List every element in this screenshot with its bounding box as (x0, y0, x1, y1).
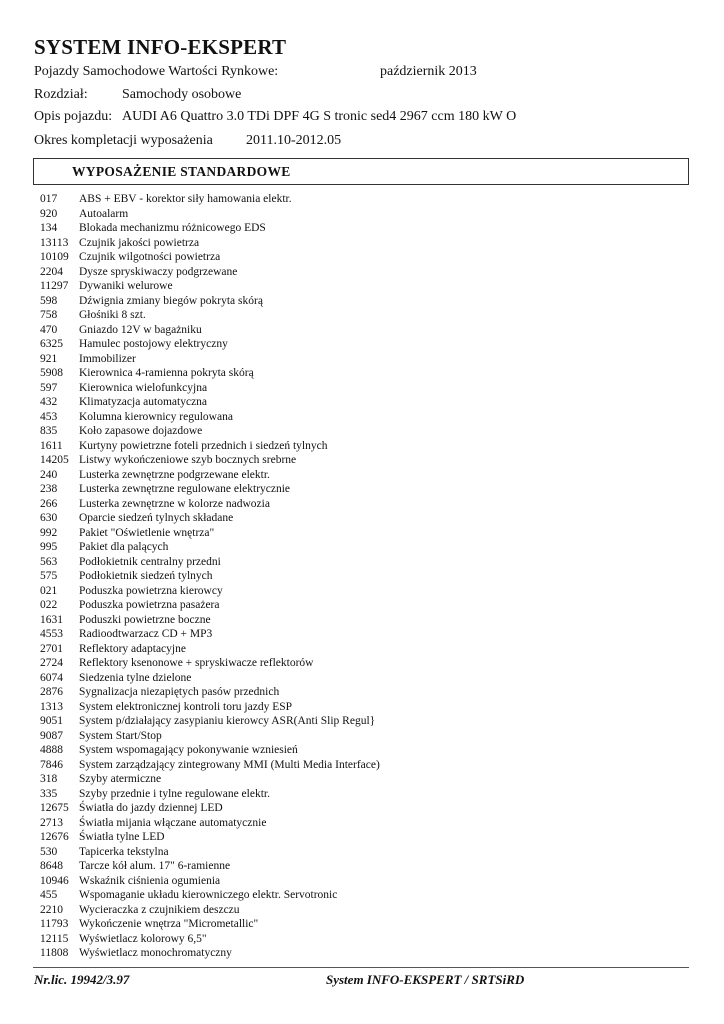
item-code: 2724 (40, 657, 63, 669)
item-description: Oparcie siedzeń tylnych składane (79, 512, 234, 524)
period-row (34, 133, 342, 149)
item-description: Światła tylne LED (79, 831, 165, 843)
list-item (40, 366, 680, 381)
item-code: 758 (40, 309, 58, 321)
list-item (40, 772, 680, 787)
list-item (40, 410, 680, 425)
item-code: 835 (40, 425, 58, 437)
period-label: Okres kompletacji wyposażenia (34, 133, 213, 148)
item-code: 12115 (40, 932, 69, 945)
item-description: System wspomagający pokonywanie wzniesień (79, 744, 298, 756)
item-description: Szyby przednie i tylne regulowane elektr. (79, 787, 270, 800)
item-code: 10946 (40, 874, 69, 887)
item-code: 9051 (40, 715, 63, 727)
item-description: Listwy wykończeniowe szyb bocznych srebrne (79, 454, 297, 466)
market-values-row (34, 64, 477, 80)
list-item (40, 845, 680, 860)
list-item (40, 453, 680, 468)
list-item (40, 308, 680, 323)
market-values-label: Pojazdy Samochodowe Wartości Rynkowe: (34, 64, 279, 79)
list-item (40, 917, 680, 932)
item-description: Kierownica wielofunkcyjna (79, 381, 208, 394)
item-description: Wykończenie wnętrza "Micrometallic" (79, 918, 259, 930)
section-label: Rozdział: (34, 87, 88, 102)
item-description: Kurtyny powietrzne foteli przednich i siedzeń tylnych (79, 439, 328, 452)
item-code: 470 (40, 323, 58, 336)
list-item (40, 265, 680, 280)
item-code: 598 (40, 294, 58, 307)
item-code: 12676 (40, 831, 69, 843)
list-item (40, 236, 680, 251)
item-code: 530 (40, 845, 58, 858)
item-code: 8648 (40, 860, 63, 872)
list-item (40, 468, 680, 483)
item-description: Czujnik jakości powietrza (79, 236, 200, 249)
item-code: 017 (40, 193, 58, 205)
list-item (40, 482, 680, 497)
item-code: 10109 (40, 251, 69, 263)
item-description: Wyświetlacz kolorowy 6,5" (79, 932, 207, 945)
market-date: październik 2013 (380, 64, 477, 79)
list-item (40, 874, 680, 889)
list-item (40, 642, 680, 657)
list-item (40, 221, 680, 236)
item-code: 13113 (40, 236, 69, 249)
item-description: Wyświetlacz monochromatyczny (79, 947, 232, 959)
item-code: 1611 (40, 439, 63, 452)
list-item (40, 352, 680, 367)
item-description: Autoalarm (79, 207, 129, 220)
item-code: 12675 (40, 802, 69, 814)
item-description: Tarcze kół alum. 17" 6-ramienne (79, 860, 231, 872)
list-item (40, 932, 680, 947)
item-code: 7846 (40, 758, 63, 771)
list-item (40, 743, 680, 758)
item-code: 455 (40, 889, 58, 901)
list-item (40, 381, 680, 396)
list-item (40, 613, 680, 628)
item-code: 1631 (40, 613, 63, 626)
list-item (40, 250, 680, 265)
item-code: 266 (40, 497, 58, 510)
item-code: 4888 (40, 744, 63, 756)
footer-divider (33, 967, 689, 968)
item-description: Kierownica 4-ramienna pokryta skórą (79, 367, 254, 379)
list-item (40, 816, 680, 831)
item-description: Tapicerka tekstylna (79, 845, 169, 858)
list-item (40, 207, 680, 222)
item-code: 630 (40, 512, 58, 524)
item-description: ABS + EBV - korektor siły hamowania elektr. (79, 193, 292, 205)
list-item (40, 700, 680, 715)
item-code: 6074 (40, 671, 63, 684)
item-code: 6325 (40, 338, 63, 350)
list-item (40, 337, 680, 352)
item-description: Reflektory ksenonowe + spryskiwacze reflektorów (79, 657, 314, 669)
list-item (40, 192, 680, 207)
item-description: System p/działający zasypianiu kierowcy ASR(Anti Slip Regul} (79, 715, 376, 727)
item-description: Reflektory adaptacyjne (79, 642, 186, 655)
list-item (40, 758, 680, 773)
item-description: Wskaźnik ciśnienia ogumienia (79, 874, 221, 887)
list-item (40, 511, 680, 526)
item-description: Wycieraczka z czujnikiem deszczu (79, 903, 240, 916)
item-code: 2713 (40, 816, 63, 829)
list-item (40, 555, 680, 570)
item-code: 335 (40, 787, 58, 800)
item-code: 432 (40, 396, 58, 408)
item-description: Koło zapasowe dojazdowe (79, 425, 203, 437)
list-item (40, 540, 680, 555)
item-code: 11793 (40, 918, 69, 930)
item-description: Światła mijania włączane automatycznie (79, 816, 267, 829)
item-description: Siedzenia tylne dzielone (79, 671, 192, 684)
item-description: Szyby atermiczne (79, 773, 162, 785)
list-item (40, 584, 680, 599)
item-description: System elektronicznej kontroli toru jazdy ESP (79, 700, 293, 713)
item-description: Hamulec postojowy elektryczny (79, 338, 228, 350)
vehicle-description: AUDI A6 Quattro 3.0 TDi DPF 4G S tronic sed4 2967 ccm 180 kW O (122, 109, 517, 124)
item-description: Światła do jazdy dziennej LED (79, 802, 223, 814)
vehicle-row (34, 109, 517, 125)
item-description: Podłokietnik siedzeń tylnych (79, 570, 213, 582)
item-description: Radioodtwarzacz CD + MP3 (79, 628, 213, 640)
section-value: Samochody osobowe (122, 87, 242, 102)
equipment-list (40, 192, 680, 961)
item-code: 4553 (40, 628, 63, 640)
document-title: SYSTEM INFO-EKSPERT (34, 35, 287, 59)
item-description: Czujnik wilgotności powietrza (79, 251, 221, 263)
item-description: Kolumna kierownicy regulowana (79, 410, 233, 423)
item-code: 920 (40, 207, 58, 220)
item-code: 453 (40, 410, 58, 423)
item-code: 238 (40, 483, 58, 495)
list-item (40, 888, 680, 903)
item-code: 597 (40, 381, 58, 394)
list-item (40, 787, 680, 802)
item-code: 11297 (40, 280, 69, 292)
item-description: Wspomaganie układu kierowniczego elektr. Servotronic (79, 889, 338, 901)
item-code: 9087 (40, 729, 63, 742)
list-item (40, 714, 680, 729)
list-item (40, 903, 680, 918)
list-item (40, 395, 680, 410)
list-item (40, 294, 680, 309)
standard-equipment-header (33, 158, 689, 185)
item-description: Poduszka powietrzna pasażera (79, 599, 220, 611)
item-code: 134 (40, 222, 58, 234)
item-code: 240 (40, 468, 58, 481)
item-code: 2701 (40, 642, 63, 655)
item-description: Sygnalizacja niezapiętych pasów przednich (79, 686, 280, 698)
item-code: 921 (40, 352, 58, 365)
item-code: 575 (40, 570, 58, 582)
section-heading: WYPOSAŻENIE STANDARDOWE (72, 164, 291, 179)
item-code: 995 (40, 541, 58, 553)
item-description: Poduszki powietrzne boczne (79, 613, 211, 626)
period-value: 2011.10-2012.05 (246, 133, 342, 148)
section-row (34, 87, 242, 103)
list-item (40, 671, 680, 686)
item-code: 2204 (40, 265, 63, 278)
list-item (40, 830, 680, 845)
item-code: 992 (40, 526, 58, 539)
list-item (40, 801, 680, 816)
list-item (40, 685, 680, 700)
item-code: 563 (40, 555, 58, 568)
item-description: Dźwignia zmiany biegów pokryta skórą (79, 294, 263, 307)
item-description: Dywaniki welurowe (79, 280, 173, 292)
item-description: System zarządzający zintegrowany MMI (Multi Media Interface) (79, 758, 380, 771)
list-item (40, 656, 680, 671)
list-item (40, 946, 680, 961)
item-description: Poduszka powietrzna kierowcy (79, 584, 223, 597)
item-code: 1313 (40, 700, 63, 713)
item-description: Lusterka zewnętrzne podgrzewane elektr. (79, 468, 270, 481)
item-description: Blokada mechanizmu różnicowego EDS (79, 222, 266, 234)
list-item (40, 323, 680, 338)
item-code: 318 (40, 773, 58, 785)
item-code: 2210 (40, 903, 63, 916)
list-item (40, 497, 680, 512)
item-description: Gniazdo 12V w bagażniku (79, 323, 202, 336)
list-item (40, 279, 680, 294)
list-item (40, 627, 680, 642)
item-description: Lusterka zewnętrzne regulowane elektrycznie (79, 483, 291, 495)
item-description: Immobilizer (79, 352, 136, 365)
list-item (40, 598, 680, 613)
item-code: 021 (40, 584, 58, 597)
list-item (40, 424, 680, 439)
list-item (40, 859, 680, 874)
list-item (40, 439, 680, 454)
item-description: Klimatyzacja automatyczna (79, 396, 208, 408)
list-item (40, 526, 680, 541)
item-description: Głośniki 8 szt. (79, 309, 146, 321)
item-code: 11808 (40, 947, 69, 959)
list-item (40, 569, 680, 584)
item-description: Lusterka zewnętrzne w kolorze nadwozia (79, 497, 270, 510)
footer-system: System INFO-EKSPERT / SRTSiRD (326, 972, 525, 987)
item-code: 2876 (40, 686, 63, 698)
list-item (40, 729, 680, 744)
license-number: Nr.lic. 19942/3.97 (34, 972, 130, 987)
item-description: Pakiet dla palących (79, 541, 169, 553)
item-description: Pakiet "Oświetlenie wnętrza" (79, 526, 215, 539)
item-description: System Start/Stop (79, 729, 162, 742)
item-code: 022 (40, 599, 58, 611)
vehicle-label: Opis pojazdu: (34, 109, 113, 124)
item-code: 5908 (40, 367, 63, 379)
item-description: Podłokietnik centralny przedni (79, 555, 221, 568)
item-description: Dysze spryskiwaczy podgrzewane (79, 265, 238, 278)
item-code: 14205 (40, 454, 69, 466)
